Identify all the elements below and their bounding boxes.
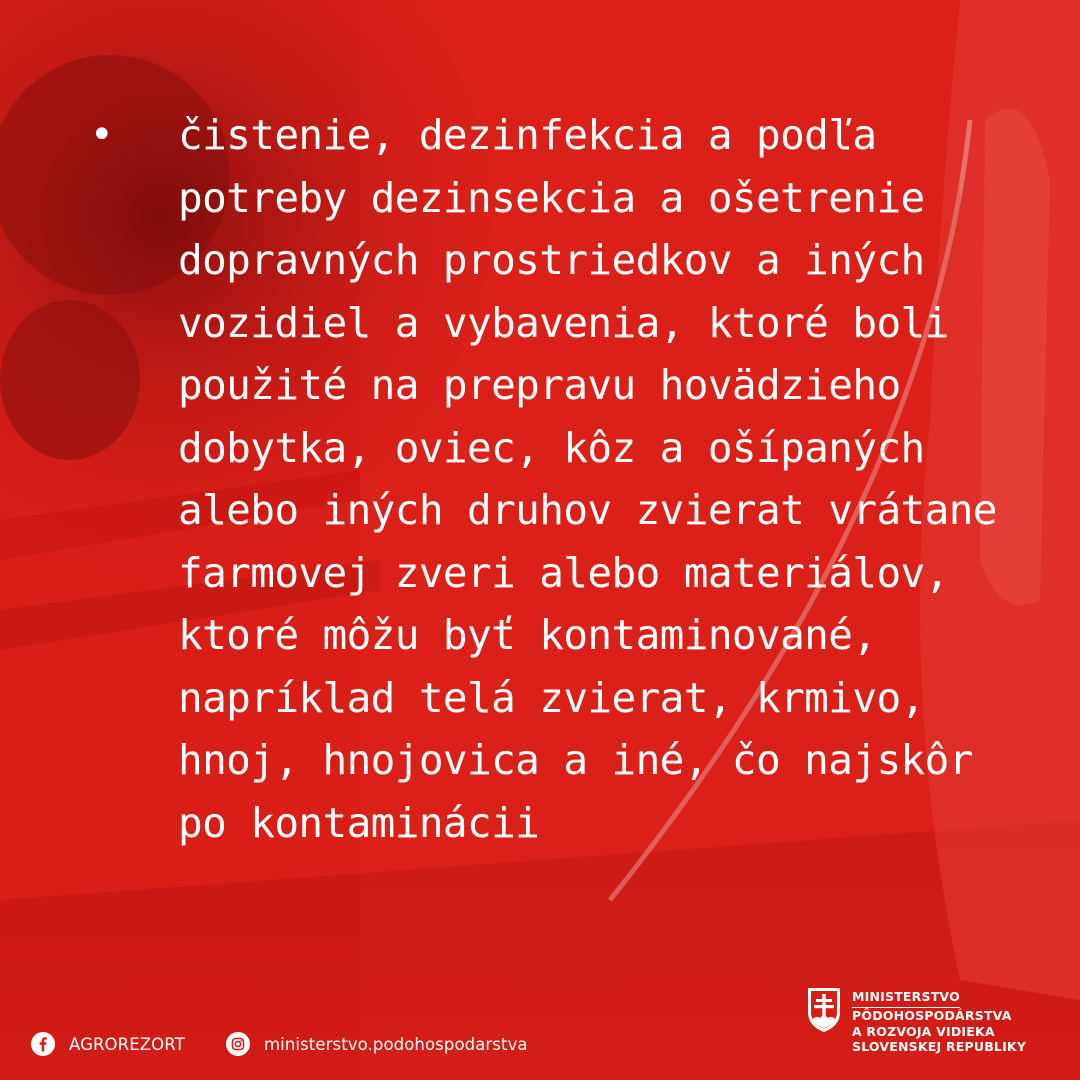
text-line: napríklad telá zvierat, krmivo, — [178, 673, 925, 722]
text-line: alebo iných druhov zvierat vrátane — [178, 486, 997, 534]
instagram-label: ministerstvo.podohospodarstva — [264, 1034, 528, 1054]
text-line: potreby dezinsekcia a ošetrenie — [178, 173, 925, 222]
ministry-line-1: MINISTERSTVO — [852, 989, 960, 1008]
facebook-icon — [31, 1032, 55, 1056]
facebook-label: AGROREZORT — [69, 1034, 185, 1054]
ministry-line-3: A ROZVOJA VIDIEKA — [852, 1023, 995, 1039]
ministry-line-2: PÔDOHOSPODÁRSTVA — [852, 1008, 1012, 1023]
text-line: dobytka, oviec, kôz a ošípaných — [178, 423, 925, 472]
text-line: použité na prepravu hovädzieho — [178, 361, 901, 409]
footer — [0, 980, 1080, 1080]
slovak-cross-crest-icon — [806, 986, 842, 1034]
text-line: dopravných prostriedkov a iných — [178, 236, 925, 284]
bullet-text — [178, 104, 997, 854]
ministry-name — [852, 986, 1026, 1055]
facebook-link[interactable] — [31, 1032, 185, 1056]
text-line: čistenie, dezinfekcia a podľa — [178, 111, 877, 159]
text-line: po kontaminácii — [178, 798, 540, 847]
ministry-line-4: SLOVENSKEJ REPUBLIKY — [852, 1039, 1027, 1054]
text-line: hnoj, hnojovica a iné, čo najskôr — [178, 736, 973, 784]
bullet-marker: • — [90, 112, 114, 158]
text-line: vozidiel a vybavenia, ktoré boli — [178, 298, 949, 347]
ministry-logo — [806, 986, 1066, 1066]
text-line: farmovej zveri alebo materiálov, — [178, 548, 949, 597]
text-line: ktoré môžu byť kontaminované, — [178, 611, 877, 659]
instagram-icon — [226, 1032, 250, 1056]
instagram-link[interactable] — [226, 1032, 528, 1056]
